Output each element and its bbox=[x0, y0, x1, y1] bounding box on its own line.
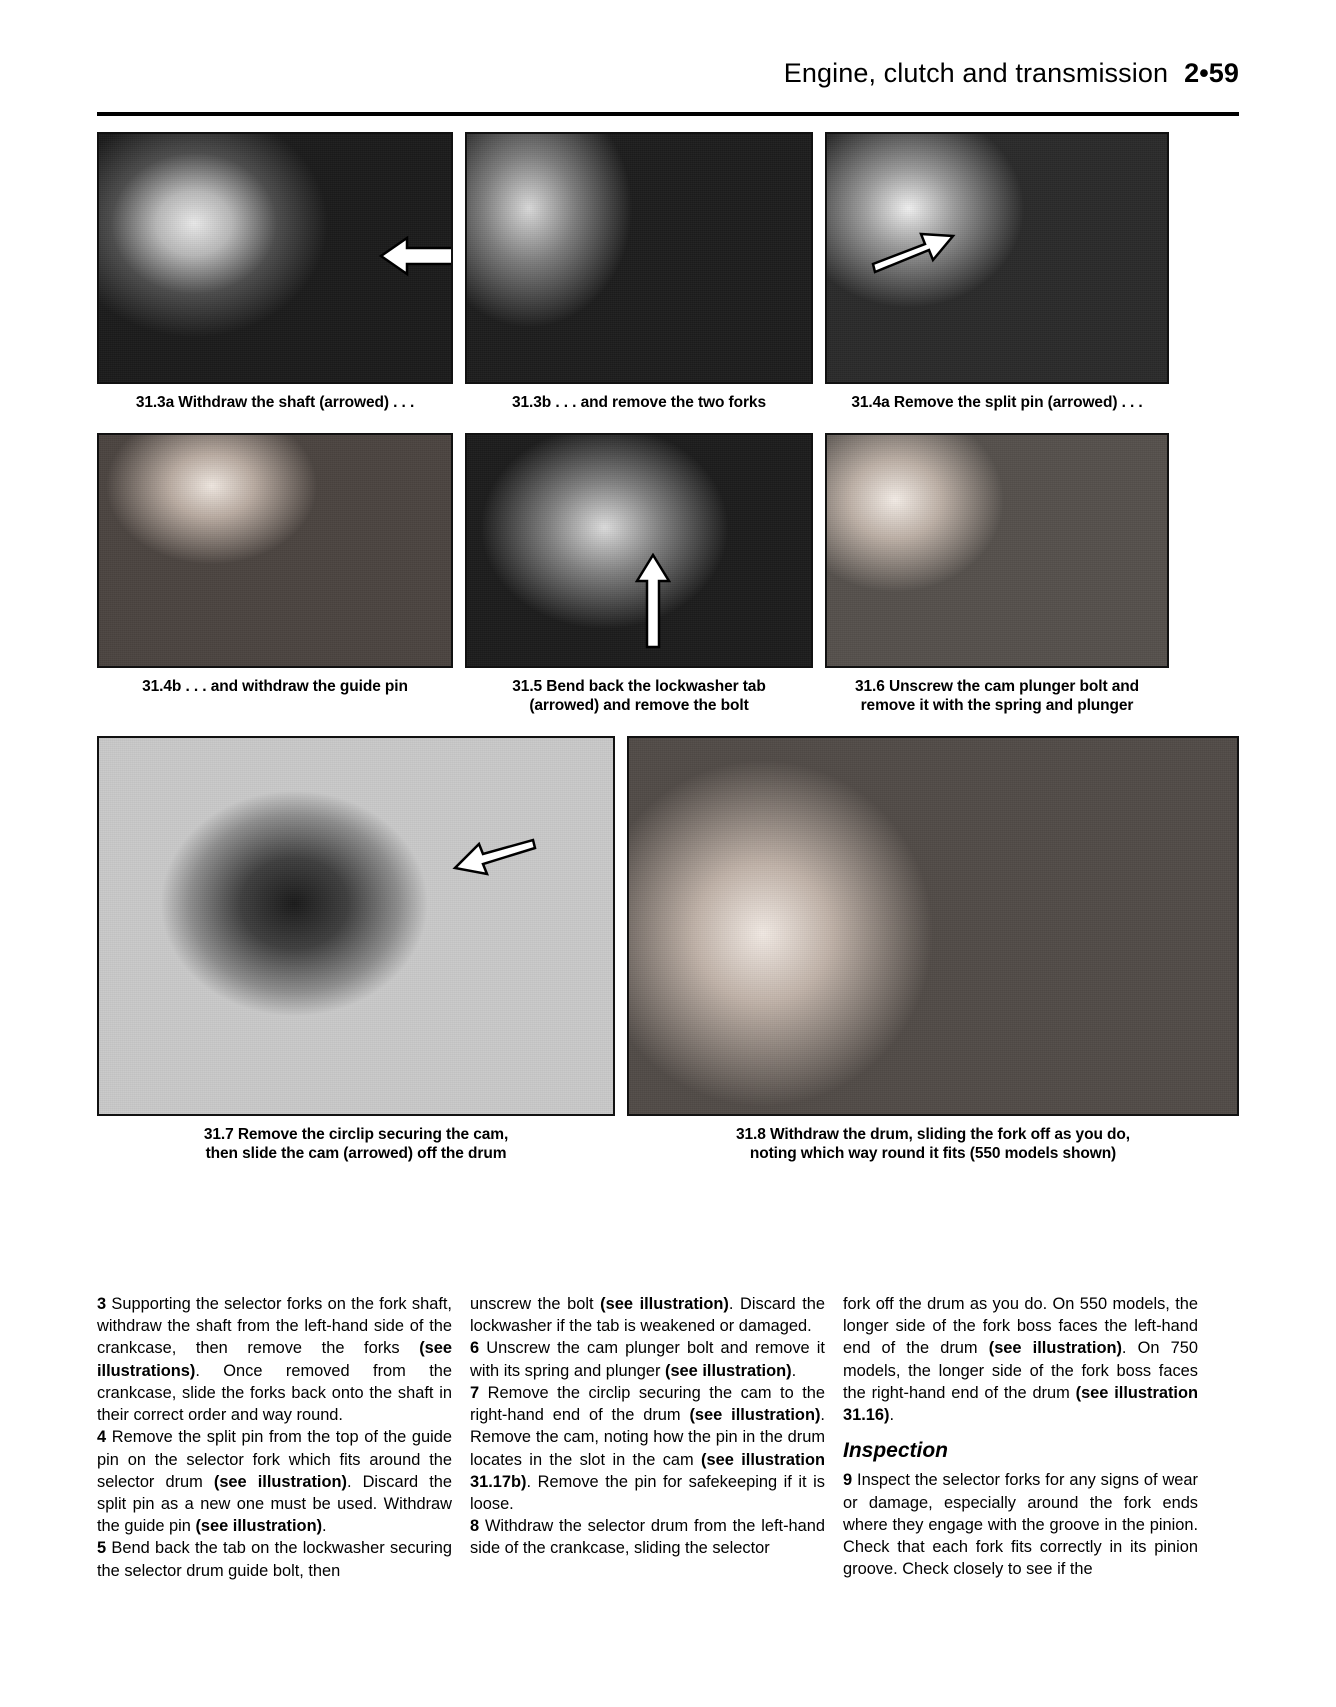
header-divider-rule bbox=[97, 112, 1239, 116]
caption-31-6-line2: remove it with the spring and plunger bbox=[860, 697, 1134, 715]
page-number: 2•59 bbox=[1184, 58, 1239, 88]
body-paragraph bbox=[843, 1469, 1198, 1580]
body-paragraph bbox=[470, 1382, 825, 1515]
cross-reference: (see illustration) bbox=[213, 1472, 347, 1491]
body-column-2 bbox=[470, 1293, 825, 1582]
caption-31-7 bbox=[97, 1125, 615, 1164]
body-column-3-bottom bbox=[843, 1469, 1198, 1580]
cross-reference: (see illustration 31.16) bbox=[843, 1383, 1199, 1425]
body-text-run: unscrew the bolt bbox=[470, 1295, 601, 1313]
caption-31-5-line2: (arrowed) and remove the bolt bbox=[529, 697, 749, 715]
photo-31-4b bbox=[97, 433, 453, 668]
caption-31-8 bbox=[627, 1125, 1239, 1164]
paragraph-number: 5 bbox=[97, 1539, 107, 1558]
paragraph-number: 6 bbox=[470, 1339, 480, 1358]
cross-reference: (see illustration) bbox=[988, 1339, 1122, 1358]
body-paragraph bbox=[97, 1293, 452, 1426]
body-text-run: Withdraw the selector drum from the left-hand side of the crankcase, sliding the selector bbox=[470, 1517, 825, 1558]
photo-31-3a bbox=[97, 132, 453, 384]
body-column-3-top bbox=[843, 1293, 1198, 1426]
cross-reference: (see illustration) bbox=[664, 1361, 792, 1380]
figure-31-5 bbox=[465, 433, 813, 716]
body-text-run: . bbox=[889, 1406, 895, 1425]
caption-31-7-line2: then slide the cam (arrowed) off the drum bbox=[205, 1145, 507, 1163]
body-column-3 bbox=[843, 1293, 1198, 1582]
body-text-run: . Discard the split pin as a new one must be used. Withdraw the guide pin bbox=[97, 1472, 452, 1536]
body-text-run: Remove the split pin from the top of the guide pin on the selector fork which fits around the selector drum bbox=[97, 1428, 452, 1491]
body-paragraph bbox=[97, 1537, 452, 1581]
body-text-run: . Remove the cam, noting how the pin in the drum locates in the slot in the cam bbox=[470, 1406, 825, 1469]
caption-31-6-line1: 31.6 Unscrew the cam plunger bolt and bbox=[855, 677, 1139, 695]
paragraph-number: 4 bbox=[97, 1428, 107, 1447]
body-text-run: Bend back the tab on the lockwasher securing the selector drum guide bolt, then bbox=[97, 1539, 452, 1580]
figure-31-7 bbox=[97, 736, 615, 1164]
body-text-run: fork off the drum as you do. On 550 models, the longer side of the fork boss faces the left-hand end of the drum bbox=[843, 1295, 1198, 1358]
figure-31-3b bbox=[465, 132, 813, 413]
paragraph-number: 7 bbox=[470, 1383, 480, 1402]
figure-grid bbox=[97, 132, 1239, 1164]
body-paragraph bbox=[843, 1293, 1198, 1426]
body-column-1 bbox=[97, 1293, 452, 1582]
caption-31-8-line1: 31.8 Withdraw the drum, sliding the fork off as you do, bbox=[736, 1125, 1130, 1143]
body-text-run: . Discard the lockwasher if the tab is weakened or damaged. bbox=[470, 1295, 825, 1336]
caption-31-8-line2: noting which way round it fits (550 models shown) bbox=[749, 1145, 1117, 1163]
page-header bbox=[97, 58, 1239, 89]
body-paragraph bbox=[97, 1426, 452, 1537]
photo-31-5 bbox=[465, 433, 813, 668]
body-text-run: Unscrew the cam plunger bolt and remove it with its spring and plunger bbox=[470, 1339, 825, 1380]
page-header-title: Engine, clutch and transmission bbox=[783, 58, 1169, 88]
caption-31-4b: 31.4b . . . and withdraw the guide pin bbox=[142, 677, 408, 695]
cross-reference: (see illustration) bbox=[689, 1406, 821, 1425]
photo-31-3b bbox=[465, 132, 813, 384]
photo-31-6 bbox=[825, 433, 1169, 668]
body-text-run: . bbox=[322, 1517, 327, 1536]
cross-reference: (see illustrations) bbox=[97, 1339, 452, 1380]
caption-31-6 bbox=[825, 677, 1169, 716]
paragraph-number: 8 bbox=[470, 1517, 480, 1536]
paragraph-number: 9 bbox=[843, 1471, 853, 1490]
caption-31-7-line1: 31.7 Remove the circlip securing the cam, bbox=[203, 1125, 509, 1143]
body-paragraph bbox=[470, 1337, 825, 1381]
figure-31-6 bbox=[825, 433, 1169, 716]
body-text-columns bbox=[97, 1293, 1239, 1582]
caption-31-3b: 31.3b . . . and remove the two forks bbox=[512, 394, 766, 411]
figure-31-4a bbox=[825, 132, 1169, 413]
caption-31-4a: 31.4a Remove the split pin (arrowed) . . . bbox=[851, 394, 1143, 411]
body-text-run: . Remove the pin for safekeeping if it is loose. bbox=[470, 1472, 825, 1513]
cross-reference: (see illustration 31.17b) bbox=[470, 1450, 825, 1491]
figure-row-1 bbox=[97, 132, 1239, 413]
body-text-run: Inspect the selector forks for any signs of wear or damage, especially around the fork ends where they engage with the groove in the pinion. Check that each fork fits correctly in its pinion groove. Check closely to see if the bbox=[843, 1471, 1198, 1579]
figure-31-4b bbox=[97, 433, 453, 716]
caption-31-5-line1: 31.5 Bend back the lockwasher tab bbox=[512, 677, 766, 695]
paragraph-number: 3 bbox=[97, 1295, 107, 1313]
body-text-run: . On 750 models, the longer side of the fork boss faces the right-hand end of the drum bbox=[843, 1339, 1198, 1402]
body-text-run: . Once removed from the crankcase, slide the forks back onto the shaft in their correct order and way round. bbox=[97, 1361, 452, 1425]
cross-reference: (see illustration) bbox=[600, 1295, 729, 1313]
caption-31-3a: 31.3a Withdraw the shaft (arrowed) . . . bbox=[135, 394, 415, 411]
photo-31-8 bbox=[627, 736, 1239, 1116]
figure-31-8 bbox=[627, 736, 1239, 1164]
figure-row-2 bbox=[97, 433, 1239, 716]
body-paragraph bbox=[470, 1293, 825, 1337]
body-text-run: Remove the circlip securing the cam to the right-hand end of the drum bbox=[470, 1383, 825, 1425]
photo-31-4a bbox=[825, 132, 1169, 384]
cross-reference: (see illustration) bbox=[195, 1517, 323, 1536]
figure-31-3a bbox=[97, 132, 453, 413]
caption-31-5 bbox=[465, 677, 813, 716]
body-text-run: . bbox=[791, 1361, 797, 1380]
section-heading-inspection: Inspection bbox=[843, 1439, 949, 1463]
photo-31-7 bbox=[97, 736, 615, 1116]
figure-row-3 bbox=[97, 736, 1239, 1164]
body-paragraph bbox=[470, 1515, 825, 1559]
body-text-run: Supporting the selector forks on the fork shaft, withdraw the shaft from the left-hand side of the crankcase, then remove the forks bbox=[97, 1295, 452, 1358]
